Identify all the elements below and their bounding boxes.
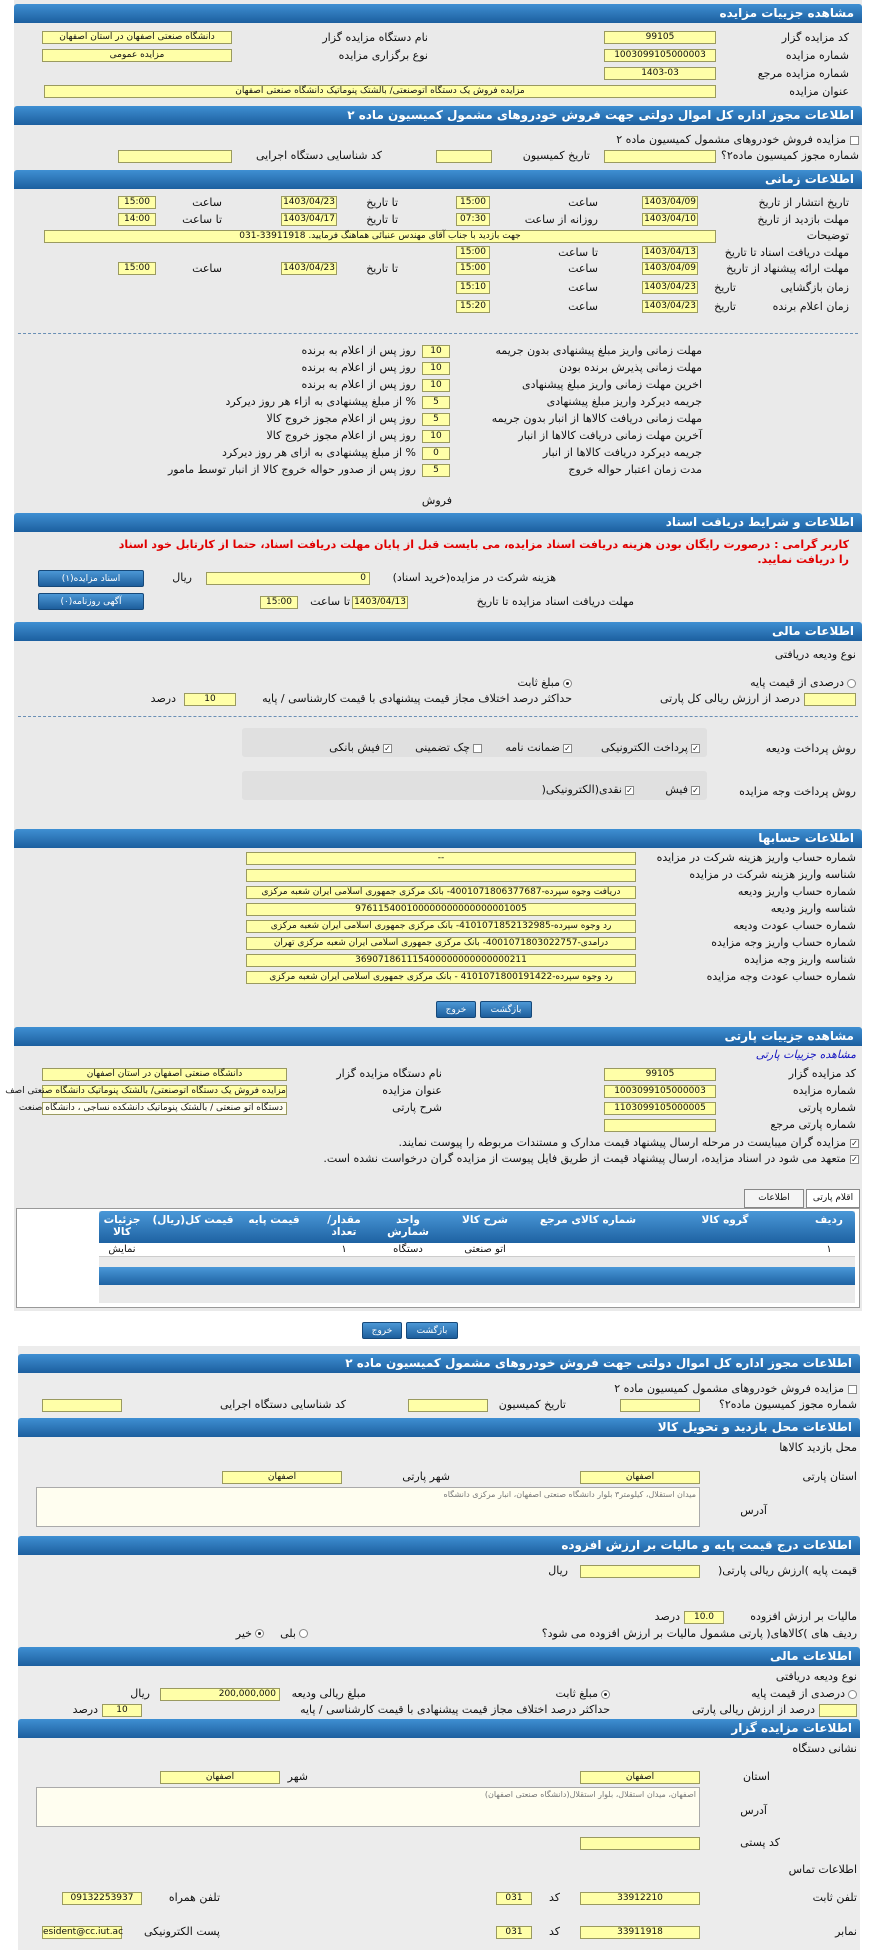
executive-id-label-2: کد شناسایی دستگاه اجرایی: [219, 1398, 346, 1411]
term-value: 5: [422, 464, 450, 477]
landline-code-label: کد: [548, 1891, 560, 1904]
table-cell: ۱: [826, 1244, 832, 1255]
account-label: شناسه واریز وجه مزایده: [744, 953, 856, 966]
term-suffix: روز پس از صدور حواله خروج کالا از انبار توسط مامور: [167, 463, 416, 476]
publish-to-time-label: ساعت: [192, 196, 222, 209]
docs-deadline-label: مهلت دریافت اسناد تا تاریخ: [724, 246, 849, 259]
publish-to-date: 1403/04/23: [281, 196, 337, 209]
commission-license-panel: [14, 104, 862, 166]
postal-code-field: [580, 1837, 700, 1850]
fixed-amount-label-2: مبلغ ثابت: [555, 1687, 598, 1700]
offer-from-time: 15:00: [456, 262, 490, 275]
organizer-province-field: اصفهان: [580, 1771, 700, 1784]
docs-fee-label: هزینه شرکت در مزایده(خرید اسناد): [392, 571, 556, 584]
winner-time-label: ساعت: [568, 300, 598, 313]
vat-no-label: خیر: [235, 1627, 252, 1640]
auction-number-label: شماره مزایده: [785, 49, 849, 62]
items-table: [16, 1208, 860, 1308]
party-back-button[interactable]: بازگشت: [406, 1322, 458, 1339]
deposit-payment-label: روش پرداخت ودیعه: [765, 742, 856, 755]
percent-value-field: [804, 693, 856, 706]
max-diff-label: حداکثر درصد اختلاف مجاز قیمت پیشنهادی با قیمت کارشناسی / پایه: [262, 692, 572, 705]
timing-header: اطلاعات زمانی: [14, 170, 862, 189]
party-details-subtitle: مشاهده جزییات پارتی: [755, 1048, 856, 1061]
party-province-label: استان پارتی: [802, 1470, 857, 1483]
exit-button[interactable]: خروج: [436, 1001, 476, 1018]
term-suffix: روز پس از اعلام مجوز خروج کالا: [266, 429, 416, 442]
financial-panel: [14, 619, 862, 829]
term-label: فروش: [421, 494, 452, 507]
publish-to-label: تا تاریخ: [366, 196, 398, 209]
mobile-label: تلفن همراه: [168, 1891, 220, 1904]
table-cell: دستگاه: [393, 1244, 423, 1255]
auction-type-field: مزایده عمومی: [42, 49, 232, 62]
organizer-address-heading: نشانی دستگاه: [792, 1742, 857, 1755]
column-header: قیمت کل(ریال): [152, 1214, 234, 1226]
fax-code-label: کد: [548, 1925, 560, 1938]
warning-line-2: را دریافت نمایید.: [757, 553, 849, 566]
organizer-city-label: شهر: [287, 1770, 308, 1783]
description-field: جهت بازدید با جناب آقای مهندس عنبائی هماهنگ فرمایید. 33911918-031: [44, 230, 716, 243]
table-cell[interactable]: نمایش: [108, 1244, 136, 1255]
column-header: مقدار/ تعداد: [327, 1214, 361, 1238]
account-value: 369071861115400000000000000211: [246, 954, 636, 967]
fixed-amount-radio[interactable]: [563, 679, 572, 688]
commit-checkbox[interactable]: ✓: [851, 1155, 858, 1164]
visit-from-label: مهلت بازدید از تاریخ: [757, 213, 849, 226]
docs-deadline2-time: 15:00: [260, 596, 298, 609]
slip-label: فیش: [665, 783, 688, 796]
vat-field: 10.0: [684, 1611, 724, 1624]
party-org-field: دانشگاه صنعتی اصفهان در استان اصفهان: [42, 1068, 287, 1081]
party-number-label: شماره پارتی: [798, 1101, 856, 1114]
term-label: مهلت زمانی پذیرش برنده بودن: [558, 361, 702, 374]
party-subject-label: عنوان مزایده: [382, 1084, 442, 1097]
fixed-amount-label: مبلغ ثابت: [517, 676, 560, 689]
term-value: 10: [422, 430, 450, 443]
commit-label: متعهد می شود در اسناد مزایده، ارسال پیشنهاد قیمت از طریق فایل پیوست از مزایده گران درخواست نشده است.: [323, 1152, 846, 1165]
fixed-amount-radio-2[interactable]: [601, 1690, 610, 1699]
percent-value-label-2: درصد از ارزش ریالی پارتی: [692, 1703, 815, 1716]
term-value: 10: [422, 362, 450, 375]
slip-checkbox[interactable]: ✓: [692, 786, 699, 795]
commission-license-header: اطلاعات مجوز اداره کل اموال دولتی جهت فروش خودروهای مشمول کمیسیون ماده ۲: [14, 106, 862, 125]
newspaper-ad-button[interactable]: آگهی روزنامه(۰): [38, 593, 144, 610]
visit-location-label: محل بازدید کالاها: [779, 1441, 857, 1454]
party-auction-num-label: شماره مزایده: [792, 1084, 856, 1097]
column-header: قیمت پایه: [248, 1214, 300, 1226]
reference-number-label: شماره مزایده مرجع: [757, 67, 849, 80]
auction-details-panel: [14, 0, 862, 104]
docs-deadline-time-label: تا ساعت: [558, 246, 598, 259]
party-exit-button[interactable]: خروج: [362, 1322, 402, 1339]
party-province-field: اصفهان: [580, 1471, 700, 1484]
account-value: رد وجوه سپرده-4101071800191422 - بانک مرکزی جمهوری اسلامی ایران شعبه مرکزی: [246, 971, 636, 984]
column-header: شماره کالای مرجع: [539, 1214, 637, 1226]
cash-label: نقدی(الکترونیکی(: [541, 783, 622, 796]
publish-from-label: تاریخ انتشار از تاریخ: [758, 196, 849, 209]
party-desc-label: شرح پارتی: [392, 1101, 442, 1114]
column-header: جزئیات کالا: [103, 1214, 141, 1238]
account-value: [246, 869, 636, 882]
max-diff-label-2: حداکثر درصد اختلاف مجاز قیمت پیشنهادی با قیمت کارشناسی / پایه: [300, 1703, 610, 1716]
vat-no-radio[interactable]: [255, 1629, 264, 1638]
auction-details-header: مشاهده جزییات مزایده: [14, 4, 862, 23]
opening-date-label: تاریخ: [714, 281, 736, 294]
commission-date-label: تاریخ کمیسیون: [522, 149, 590, 162]
party-code-field: 99105: [604, 1068, 716, 1081]
visit-to-date: 1403/04/17: [281, 213, 337, 226]
party-details-header: مشاهده جزییات پارتی: [14, 1027, 862, 1046]
landline-field: 33912210: [580, 1892, 700, 1905]
account-label: شماره حساب واریز ودیعه: [737, 885, 856, 898]
account-label: شناسه واریز ودیعه: [770, 902, 856, 915]
auction-code-field: 99105: [604, 31, 716, 44]
max-diff-unit-2: درصد: [72, 1703, 98, 1716]
deposit-amount-field: 200,000,000: [160, 1688, 280, 1701]
docs-deadline2-label: مهلت دریافت اسناد مزایده تا تاریخ: [476, 595, 634, 608]
percent-value-field-2: [819, 1704, 857, 1717]
opening-label: زمان بازگشایی: [780, 281, 849, 294]
term-suffix: % از مبلغ پیشنهادی به ازای هر روز دیرکرد: [222, 446, 416, 459]
commission-checkbox-label: مزایده فروش خودروهای مشمول کمیسیون ماده ۲: [616, 133, 846, 146]
organizer-info-header: اطلاعات مزایده گزار: [18, 1719, 860, 1738]
commission-checkbox[interactable]: [850, 136, 859, 145]
executive-id-label: کد شناسایی دستگاه اجرایی: [255, 149, 382, 162]
term-label: مهلت زمانی دریافت کالاها از انبار بدون جریمه: [491, 412, 702, 425]
deposit-type-label: نوع ودیعه دریافتی: [774, 648, 856, 661]
publish-time-label: ساعت: [568, 196, 598, 209]
term-value: 10: [422, 345, 450, 358]
lower-details-panel: [18, 1346, 860, 1950]
percent-value-label: درصد از ارزش ریالی کل پارتی: [659, 692, 800, 705]
max-diff-field: 10: [184, 693, 236, 706]
offer-time-label: ساعت: [568, 262, 598, 275]
commission-checkbox-2[interactable]: [848, 1385, 857, 1394]
max-diff-unit: درصد: [150, 692, 176, 705]
commission-date-label-2: تاریخ کمیسیون: [498, 1398, 566, 1411]
party-org-label: نام دستگاه مزایده گزار: [336, 1067, 442, 1080]
party-ref-field: [604, 1119, 716, 1132]
visit-from-time: 07:30: [456, 213, 490, 226]
opening-date: 1403/04/23: [642, 281, 698, 294]
offer-from-label: مهلت ارائه پیشنهاد از تاریخ: [726, 262, 849, 275]
landline-label: تلفن ثابت: [812, 1891, 857, 1904]
divider: [18, 716, 858, 717]
term-suffix: روز پس از اعلام مجوز خروج کالا: [266, 412, 416, 425]
deposit-type-label-2: نوع ودیعه دریافتی: [775, 1670, 857, 1683]
auction-type-label: نوع برگزاری مزایده: [338, 49, 428, 62]
docs-deadline-time: 15:00: [456, 246, 490, 259]
account-value: 976115400100000000000000001005: [246, 903, 636, 916]
warning-line-1: کاربر گرامی : درصورت رایگان بودن هزینه دریافت اسناد مزایده، می بایست قبل از پایان مهلت دریافت اسناد، حتما از کارتابل خود اسناد: [118, 538, 849, 551]
term-suffix: روز پس از اعلام به برنده: [301, 361, 416, 374]
contact-info-heading: اطلاعات تماس: [788, 1863, 857, 1876]
party-address-label: آدرس: [740, 1504, 767, 1517]
fax-field: 33911918: [580, 1926, 700, 1939]
organizer-address-field: اصفهان، میدان استقلال، بلوار استقلال(دانشگاه صنعتی اصفهان): [36, 1787, 700, 1827]
divider: [18, 333, 858, 334]
term-label: مدت زمان اعتبار حواله خروج: [568, 463, 702, 476]
winner-time: 15:20: [456, 300, 490, 313]
party-ref-label: شماره پارتی مرجع: [770, 1118, 856, 1131]
visit-location-header: اطلاعات محل بازدید و تحویل کالا: [18, 1418, 860, 1437]
tab-extra-info[interactable]: اطلاعات: [744, 1189, 804, 1208]
term-label: آخرین مهلت زمانی دریافت کالاها از انبار: [518, 429, 702, 442]
party-city-label: شهر پارتی: [402, 1470, 450, 1483]
license-number-label-2: شماره مجوز کمیسیون ماده۲؟: [719, 1398, 857, 1411]
account-label: شناسه واریز هزینه شرکت در مزایده: [689, 868, 856, 881]
docs-fee-field: 0: [206, 572, 370, 585]
term-value: 0: [422, 447, 450, 460]
back-button[interactable]: بازگشت: [480, 1001, 532, 1018]
docs-deadline2-date: 1403/04/13: [352, 596, 408, 609]
vat-yes-radio[interactable]: [299, 1629, 308, 1638]
term-suffix: روز پس از اعلام به برنده: [301, 344, 416, 357]
column-header: واحد شمارش: [387, 1214, 429, 1238]
auction-subject-label: عنوان مزایده: [789, 85, 849, 98]
cash-checkbox[interactable]: ✓: [626, 786, 633, 795]
percent-radio-2[interactable]: [848, 1690, 857, 1699]
vat-label: مالیات بر ارزش افزوده: [750, 1610, 857, 1623]
license-number-field-2: [620, 1399, 700, 1412]
guarantee-label: ضمانت نامه: [505, 741, 560, 754]
fax-label: نمابر: [835, 1925, 857, 1938]
organizer-address-label: آدرس: [740, 1804, 767, 1817]
auction-number-field: 1003099105000003: [604, 49, 716, 62]
party-auction-num-field: 1003099105000003: [604, 1085, 716, 1098]
electronic-payment-label: پرداخت الکترونیکی: [601, 741, 688, 754]
term-suffix: % از مبلغ پیشنهادی به ازاء هر روز دیرکرد: [225, 395, 416, 408]
organizer-name-field: دانشگاه صنعتی اصفهان در استان اصفهان: [42, 31, 232, 44]
auction-subject-field: مزایده فروش یک دستگاه اتوصنعتی/ بالشتک پنوماتیک دانشگاه صنعتی اصفهان: [44, 85, 716, 98]
column-header: گروه کالا: [701, 1214, 749, 1226]
term-value: 10: [422, 379, 450, 392]
vat-yes-label: بلی: [280, 1627, 296, 1640]
reference-number-field: 1403-03: [604, 67, 716, 80]
landline-code-field: 031: [496, 1892, 532, 1905]
visit-to-time-label: تا ساعت: [182, 213, 222, 226]
visit-to-label: تا تاریخ: [366, 213, 398, 226]
term-suffix: روز پس از اعلام به برنده: [301, 378, 416, 391]
docs-deadline2-time-label: تا ساعت: [310, 595, 350, 608]
offer-to-date: 1403/04/23: [281, 262, 337, 275]
party-city-field: اصفهان: [222, 1471, 342, 1484]
account-label: شماره حساب عودت وجه مزایده: [706, 970, 856, 983]
docs-deadline-date: 1403/04/13: [642, 246, 698, 259]
base-price-field: [580, 1565, 700, 1578]
party-number-field: 1103099105000005: [604, 1102, 716, 1115]
term-label: جریمه دیرکرد واریز مبلغ پیشنهادی: [546, 395, 702, 408]
party-subject-field: مزایده فروش یک دستگاه اتوصنعتی/ بالشتک پنوماتیک دانشگاه صنعتی اصف: [5, 1086, 286, 1096]
commission-date-field: [436, 150, 492, 163]
postal-code-label: کد پستی: [740, 1836, 780, 1849]
timing-panel: [14, 166, 862, 326]
vat-question-label: ردیف های )کالاهای( پارتی مشمول مالیات بر ارزش افزوده می شود؟: [541, 1627, 857, 1640]
column-header: ردیف: [815, 1214, 843, 1226]
term-value: 5: [422, 396, 450, 409]
account-value: رد وجوه سپرده-4101071852132985- بانک مرکزی جمهوری اسلامی ایران شعبه مرکزی: [246, 920, 636, 933]
accounts-panel: [14, 829, 862, 1025]
max-diff-field-2: 10: [102, 1704, 142, 1717]
auction-docs-button[interactable]: اسناد مزایده(۱): [38, 570, 144, 587]
term-value: 5: [422, 413, 450, 426]
visit-to-time: 14:00: [118, 213, 156, 226]
offer-to-label: تا تاریخ: [366, 262, 398, 275]
executive-id-field-2: [42, 1399, 122, 1412]
deposit-amount-label: مبلغ ریالی ودیعه: [291, 1687, 366, 1700]
guarantee-checkbox[interactable]: ✓: [564, 744, 571, 753]
license-number-field: [604, 150, 716, 163]
commission-checkbox-label-2: مزایده فروش خودروهای مشمول کمیسیون ماده ۲: [614, 1382, 844, 1395]
table-cell: اتو صنعتی: [464, 1244, 506, 1255]
column-header: شرح کالا: [462, 1214, 508, 1226]
commission-date-field-2: [408, 1399, 488, 1412]
terms-panel: [14, 326, 862, 511]
winner-date: 1403/04/23: [642, 300, 698, 313]
base-price-label: قیمت پایه )ارزش ریالی پارتی(: [718, 1564, 857, 1577]
commission-license-header-2: اطلاعات مجوز اداره کل اموال دولتی جهت فروش خودروهای مشمول کمیسیون ماده ۲: [18, 1354, 860, 1373]
winner-announce-label: زمان اعلام برنده: [772, 300, 849, 313]
bank-slip-checkbox[interactable]: ✓: [384, 744, 391, 753]
bank-slip-label: فیش بانکی: [329, 741, 380, 754]
base-price-unit: ریال: [548, 1564, 568, 1577]
financial-header: اطلاعات مالی: [14, 622, 862, 641]
cheque-checkbox[interactable]: [473, 744, 482, 753]
financial-header-2: اطلاعات مالی: [18, 1647, 860, 1666]
organizer-name-label: نام دستگاه مزایده گزار: [322, 31, 428, 44]
license-number-label: شماره مجوز کمیسیون ماده۲؟: [721, 149, 859, 162]
docs-conditions-panel: [14, 511, 862, 619]
docs-fee-unit: ریال: [172, 571, 192, 584]
docs-conditions-header: اطلاعات و شرایط دریافت اسناد: [14, 513, 862, 532]
term-label: مهلت زمانی واریز مبلغ پیشنهادی بدون جریمه: [495, 344, 702, 357]
publish-from-date: 1403/04/09: [642, 196, 698, 209]
items-table-footer: [99, 1267, 855, 1285]
account-label: شماره حساب واریز هزینه شرکت در مزایده: [656, 851, 856, 864]
winner-date-label: تاریخ: [714, 300, 736, 313]
account-label: شماره حساب واریز وجه مزایده: [711, 936, 856, 949]
auction-payment-label: روش پرداخت وجه مزایده: [739, 785, 856, 798]
table-cell: ۱: [341, 1244, 347, 1255]
offer-from-date: 1403/04/09: [642, 262, 698, 275]
account-value: دریافت وجوه سپرده-4001071806377687- بانک مرکزی جمهوری اسلامی ایران شعبه مرکزی: [246, 886, 636, 899]
email-field: esident@cc.iut.ac: [43, 1927, 124, 1937]
visit-daily-label: روزانه از ساعت: [524, 213, 598, 226]
party-address-field: میدان استقلال، کیلومتر۳ بلوار دانشگاه صنعتی اصفهان، انبار مرکزی دانشگاه: [36, 1487, 700, 1527]
percent-radio[interactable]: [847, 679, 856, 688]
executive-id-field: [118, 150, 232, 163]
email-label: پست الکترونیکی: [144, 1925, 220, 1938]
publish-to-time: 15:00: [118, 196, 156, 209]
organizer-city-field: اصفهان: [160, 1771, 280, 1784]
accounts-header: اطلاعات حسابها: [14, 829, 862, 848]
organizer-province-label: استان: [742, 1770, 770, 1783]
opening-time-label: ساعت: [568, 281, 598, 294]
party-details-panel: [5, 1025, 862, 1311]
visit-from-date: 1403/04/10: [642, 213, 698, 226]
term-label: جریمه دیرکرد دریافت کالاها از انبار: [542, 446, 702, 459]
deposit-amount-unit: ریال: [130, 1687, 150, 1700]
base-price-header: اطلاعات درج قیمت پایه و مالیات بر ارزش افزوده: [18, 1536, 860, 1555]
party-code-label: کد مزایده گزار: [788, 1067, 856, 1080]
publish-from-time: 15:00: [456, 196, 490, 209]
party-desc-field: دستگاه اتو صنعتی / بالشتک پنوماتیک دانشکده نساجی ، دانشگاه صنعت: [42, 1102, 287, 1115]
offer-to-time-label: ساعت: [192, 262, 222, 275]
account-value: درامدی-4001071803022757- بانک مرکزی جمهوری اسلامی ایران شعبه مرکزی تهران: [246, 937, 636, 950]
account-value: --: [246, 852, 636, 865]
account-label: شماره حساب عودت ودیعه: [733, 919, 856, 932]
attach-docs-checkbox[interactable]: ✓: [851, 1139, 858, 1148]
offer-to-time: 15:00: [118, 262, 156, 275]
attach-docs-label: مزایده گران میبایست در مرحله ارسال پیشنهاد قیمت مدارک و مستندات مربوطه را پیوست نمایند.: [398, 1136, 846, 1149]
percent-radio-label: درصدی از قیمت پایه: [750, 676, 844, 689]
description-label: توضیحات: [806, 229, 849, 242]
mobile-field: 09132253937: [62, 1892, 142, 1905]
fax-code-field: 031: [496, 1926, 532, 1939]
term-label: اخرین مهلت زمانی واریز مبلغ پیشنهادی: [522, 378, 702, 391]
opening-time: 15:10: [456, 281, 490, 294]
cheque-label: چک تضمینی: [415, 741, 470, 754]
vat-unit: درصد: [654, 1610, 680, 1623]
electronic-payment-checkbox[interactable]: ✓: [692, 744, 699, 753]
tab-party-items[interactable]: اقلام پارتی: [806, 1189, 860, 1208]
auction-payment-group: [242, 771, 707, 800]
auction-code-label: کد مزایده گزار: [781, 31, 849, 44]
percent-radio-label-2: درصدی از قیمت پایه: [751, 1687, 845, 1700]
